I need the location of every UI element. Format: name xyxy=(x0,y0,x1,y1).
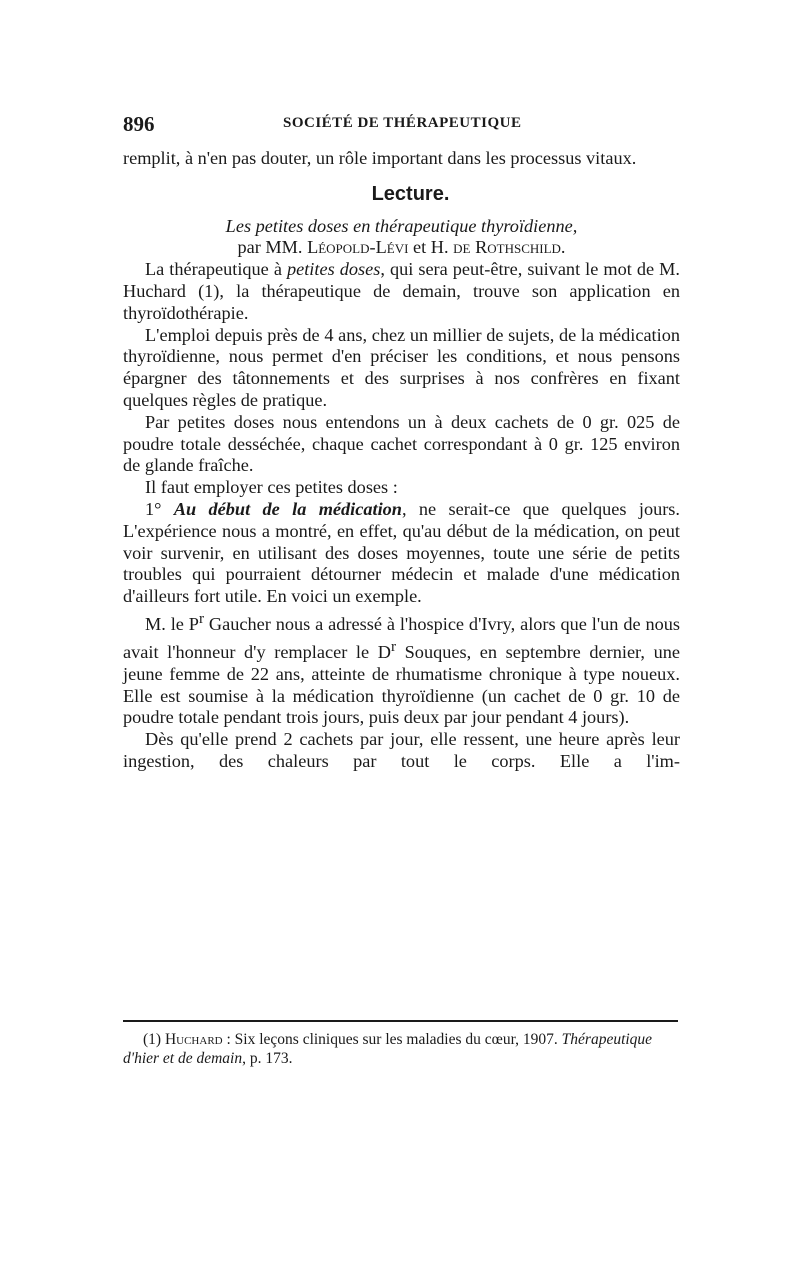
paragraph-1-emphasis: petites doses xyxy=(286,259,381,280)
paragraph-5-text: , ne serait-ce que quelques jours. L'expérience nous a montré, en effet, qu'au début de la médication, on peut voir survenir, en utilisant des doses moyennes, toute une série de petits troubles qui pourraient détourner médecin et malade d'une médication d'ailleurs fort utile. En voici un exemple. xyxy=(123,498,680,607)
footnote xyxy=(123,1030,680,1068)
paragraph-6-text-a: M. le P xyxy=(145,614,199,635)
paragraph-1-text-a: La thérapeutique à xyxy=(145,259,287,280)
paragraph-5 xyxy=(123,499,680,608)
paragraph-5-emphasis: Au début de la médication xyxy=(173,498,402,519)
paragraph-7: Dès qu'elle prend 2 cachets par jour, elle ressent, une heure après leur ingestion, des chaleurs par tout le corps. Elle a l'im- xyxy=(123,729,680,771)
page-number: 896 xyxy=(123,112,155,136)
author-1: Léopold-Lévi xyxy=(307,237,409,258)
footnote-text xyxy=(123,1030,680,1068)
paragraph-2: L'emploi depuis près de 4 ans, chez un millier de sujets, de la médication thyroïdienne, nous permet d'en préciser les conditions, et nous pensons épargner des tâtonnements et des surprises à nos confrères en fixant quelques règles de pratique. xyxy=(123,324,680,410)
paragraph-5-number: 1° xyxy=(145,498,174,519)
footnote-text-a: : Six leçons cliniques sur les maladies du cœur, 1907. xyxy=(222,1031,558,1048)
main-text xyxy=(123,148,680,773)
paragraph-1 xyxy=(123,259,680,324)
footnote-title: Thérapeutique d'hier et de demain xyxy=(123,1031,653,1067)
footnote-author: Huchard xyxy=(164,1031,223,1048)
authors-prefix: par MM. xyxy=(237,237,303,258)
paragraph-6-text-b: Gaucher nous a adressé à l'hospice d'Ivry, alors que l'un de nous avait l'honneur d'y remplacer le D xyxy=(123,614,680,662)
article-authors xyxy=(123,237,680,259)
paragraph-6-sup-2: r xyxy=(390,637,397,655)
paragraph-3: Par petites doses nous entendons un à deux cachets de 0 gr. 025 de poudre totale desséchée, chaque cachet correspondant à 0 gr. 125 environ de glande fraîche. xyxy=(123,411,680,476)
article-title: Les petites doses en thérapeutique thyroïdienne, xyxy=(225,215,578,236)
author-2-particle: de xyxy=(453,237,471,258)
continuation-paragraph: remplit, à n'en pas douter, un rôle important dans les processus vitaux. xyxy=(123,148,637,168)
paragraph-1-text-b: , qui sera peut-être, suivant le mot de M. Huchard (1), la thérapeutique de demain, trouve son application en thyroïdothérapie. xyxy=(123,259,680,323)
paragraph-6 xyxy=(123,608,680,729)
paragraph-6-sup-1: r xyxy=(198,609,205,627)
authors-and: et xyxy=(413,237,427,258)
author-2-initial: H. xyxy=(430,237,449,258)
paragraph-4: Il faut employer ces petites doses : xyxy=(145,477,398,498)
paragraph-6-text-c: Souques, en septembre dernier, une jeune femme de 22 ans, atteinte de rhumatisme chronique à type noueux. Elle est soumise à la médication thyroïdienne (un cachet de 0 gr. 10 de poudre totale pendant trois jours, puis deux par jour pendant 4 jours). xyxy=(123,641,680,728)
author-2: Rothschild. xyxy=(475,237,566,258)
running-title: SOCIÉTÉ DE THÉRAPEUTIQUE xyxy=(283,115,522,131)
footnote-text-b: , p. 173. xyxy=(242,1050,293,1067)
section-title: Lecture. xyxy=(371,182,450,205)
page-header xyxy=(123,112,678,138)
footnote-marker: (1) xyxy=(143,1031,165,1048)
footnote-rule xyxy=(123,1020,678,1022)
